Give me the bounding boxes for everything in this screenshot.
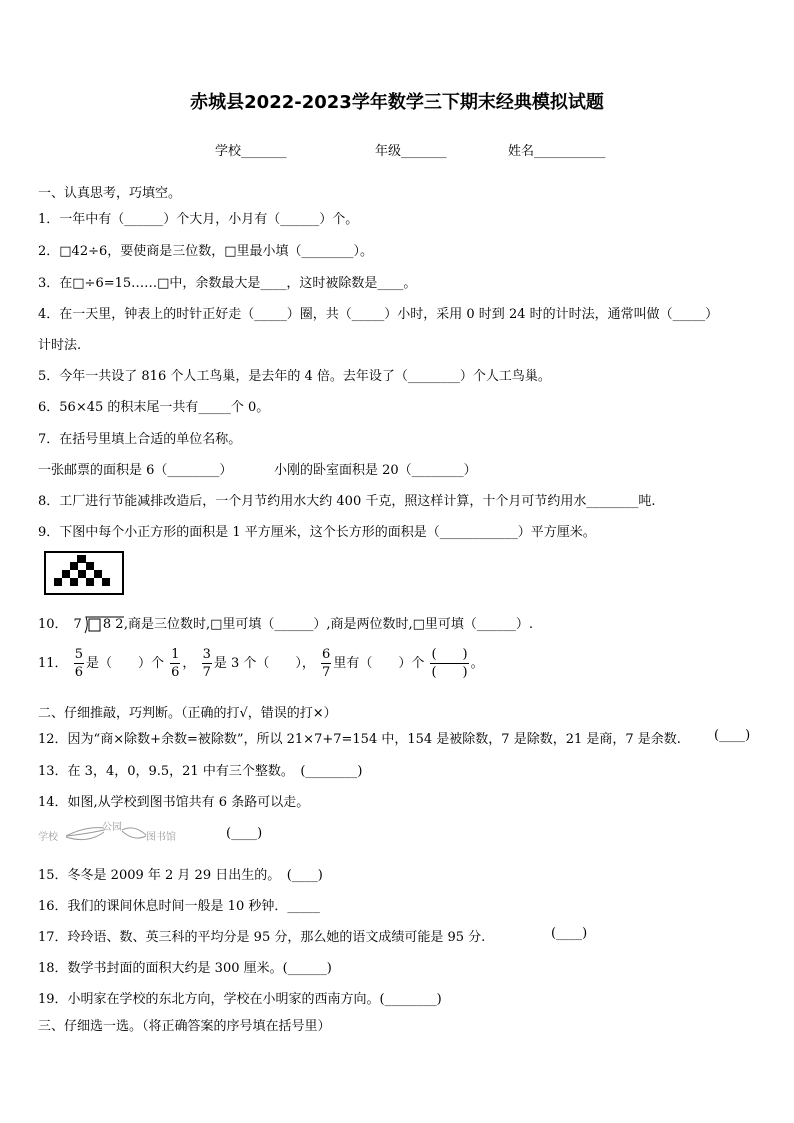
page-title: 赤城县2022-2023学年数学三下期末经典模拟试题 <box>190 92 604 113</box>
question-13: 13．在 3，4，0，9.5，21 中有三个整数。 (________) <box>38 764 363 779</box>
quotient-digit: 7 <box>73 617 82 632</box>
grade-field[interactable]: 年级_______ <box>375 144 447 159</box>
question-15: 15．冬冬是 2009 年 2 月 29 日出生的。 (____) <box>38 868 323 883</box>
question-19: 19．小明家在学校的东北方向，学校在小明家的西南方向。(________) <box>38 992 442 1007</box>
question-11-text-1: 是（ ）个 <box>85 656 164 671</box>
question-14-answer[interactable]: (____) <box>226 826 263 841</box>
question-11-number: 11． <box>38 656 68 671</box>
question-14: 14．如图,从学校到图书馆共有 6 条路可以走。 <box>38 795 310 810</box>
question-7: 7．在括号里填上合适的单位名称。 <box>38 432 242 447</box>
question-17-answer[interactable]: (____) <box>551 926 588 941</box>
fraction-5-6: $\frac{5}{6}$ <box>74 647 83 680</box>
question-12-answer[interactable]: (____) <box>714 728 751 743</box>
route-label-school: 学校 <box>38 832 58 843</box>
section-1-heading: 一、认真思考，巧填空。 <box>38 186 182 201</box>
question-11-text-2: ， <box>182 656 196 671</box>
question-11-text-3: 是 3 个（ ）， <box>213 656 315 671</box>
school-field[interactable]: 学校_______ <box>215 144 287 159</box>
fraction-1-6: $\frac{1}{6}$ <box>171 647 180 680</box>
section-2-heading: 二、仔细推敲，巧判断。（正确的打√，错误的打×） <box>38 706 337 721</box>
question-18: 18．数学书封面的面积大约是 300 厘米。(______) <box>38 961 332 976</box>
question-7-part-b: 小刚的卧室面积是 20（________） <box>274 463 477 478</box>
question-16: 16．我们的课间休息时间一般是 10 秒钟．_____ <box>38 899 320 914</box>
question-10-number: 10． <box>38 617 68 632</box>
question-11-text-4: 里有（ ）个 <box>333 656 425 671</box>
question-3: 3．在□÷6=15……□中，余数最大是____，这时被除数是____。 <box>38 276 417 291</box>
long-division-box <box>82 617 124 633</box>
question-17: 17．玲玲语、数、英三科的平均分是 95 分，那么她的语文成绩可能是 95 分. <box>38 930 486 945</box>
question-10-text: ,商是三位数时,□里可填（______）,商是两位数时,□里可填（______）. <box>123 617 534 632</box>
name-field[interactable]: 姓名___________ <box>508 144 606 159</box>
fraction-6-7: $\frac{6}{7}$ <box>322 647 331 680</box>
question-4: 4．在一天里，钟表上的时针正好走（_____）圈，共（_____）小时，采用 0 时到 24 时的计时法，通常叫做（_____） <box>38 307 719 322</box>
question-2: 2．□42÷6，要使商是三位数，□里最小填（________）。 <box>38 244 374 259</box>
section-3-heading: 三、仔细选一选。（将正确答案的序号填在括号里） <box>38 1019 331 1034</box>
question-8: 8．工厂进行节能减排改造后，一个月节约用水大约 400 千克，照这样计算，十个月可节约用水________吨. <box>38 494 656 509</box>
question-9: 9．下图中每个小正方形的面积是 1 平方厘米，这个长方形的面积是（____________）平方厘米。 <box>38 525 596 540</box>
route-label-park: 公园 <box>102 822 122 833</box>
question-5: 5．今年一共设了 816 个人工鸟巢，是去年的 4 倍。去年设了（________）个人工鸟巢。 <box>38 369 551 384</box>
route-diagram <box>38 820 188 846</box>
question-12: 12．因为“商×除数+余数=被除数”，所以 21×7+7=154 中，154 是被除数，7 是除数，21 是商，7 是余数. <box>38 732 681 747</box>
question-11 <box>38 646 484 681</box>
question-11-text-5: 。 <box>470 656 484 671</box>
route-label-library: 图书馆 <box>146 832 176 843</box>
question-4-cont: 计时法. <box>38 338 82 353</box>
rectangle-grid-figure <box>44 551 124 595</box>
fraction-blank[interactable]: $\frac{( )}{( )}$ <box>431 647 468 680</box>
fraction-3-7: $\frac{3}{7}$ <box>202 647 211 680</box>
question-7-part-a: 一张邮票的面积是 6（________） <box>38 463 233 478</box>
question-6: 6．56×45 的积末尾一共有_____个 0。 <box>38 400 270 415</box>
question-1: 1．一年中有（______）个大月，小月有（______）个。 <box>38 212 359 227</box>
question-10 <box>38 613 533 633</box>
dividend-digits: 8 2 <box>102 616 124 632</box>
